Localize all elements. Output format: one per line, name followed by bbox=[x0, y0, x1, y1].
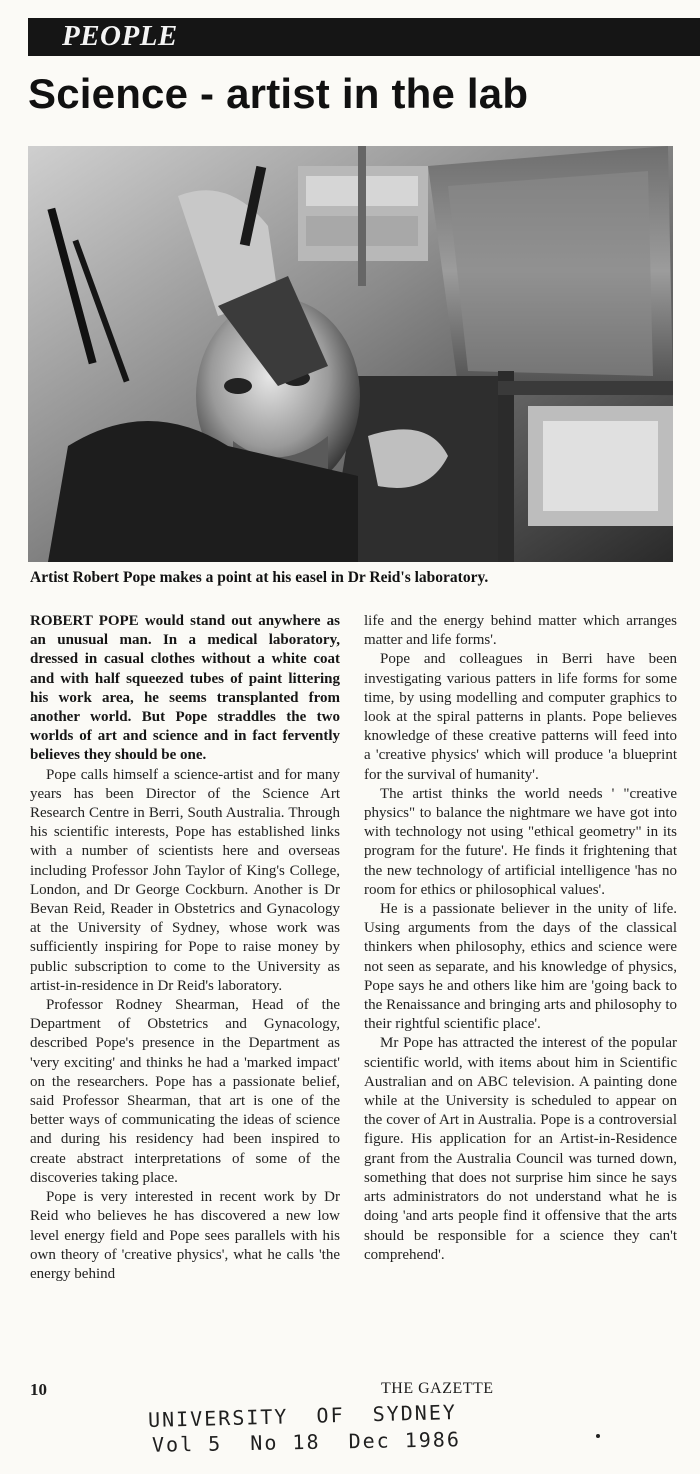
article-photo bbox=[28, 146, 673, 562]
publication-name: THE GAZETTE bbox=[381, 1380, 494, 1397]
article-paragraph: Pope calls himself a science-artist and for many years has been Director of the Science Art Research Centre in Berri, South Australia. Through his scientific interests, Pope has established links with a number of scientists here and overseas including Professor John Taylor of King's College, London, and Dr George Cockburn. Another is Dr Bevan Reid, Reader in Obstetrics and Gynacology at the University of Sydney, whose work was sufficiently inspiring for Pope to raise money by public subscription to come to the University as artist-in-residence in Dr Reid's laboratory. bbox=[30, 766, 340, 994]
article-paragraph: Professor Rodney Shearman, Head of the Department of Obstetrics and Gynacology, described Pope's presence in the Department as 'very exciting' and thinks he had a 'marked impact' on the researchers. Pope has a passionate belief, said Professor Shearman, that art is one of the better ways of communicating the ideas of science and during his residency had been inspired to create abstract interpretations of some of the discoveries taking place. bbox=[30, 997, 340, 1186]
article-paragraph: Mr Pope has attracted the interest of the popular scientific world, with items about him in Scientific Australian and on ABC television. A painting done while at the University is scheduled to appear on the cover of Art in Australia. Pope is a controversial figure. His application for an Artist-in-Residence grant from the Australia Council was turned down, something that does not surprise him since he says arts administrators do not understand what he is doing 'and arts people find it offensive that the arts should be responsible for a science they can't comprehend'. bbox=[364, 1035, 677, 1263]
handwritten-note-line-2: Vol 5 No 18 Dec 1986 bbox=[151, 1427, 462, 1457]
section-banner bbox=[28, 18, 700, 56]
ink-speck bbox=[596, 1434, 600, 1438]
lead-paragraph: ROBERT POPE would stand out anywhere as an unusual man. In a medical laboratory, dressed in casual clothes without a white coat and with half squeezed tubes of paint littering his work area, he seems transplanted from another world. But Pope straddles the two worlds of art and science and in fact fervently believes they should be one. bbox=[30, 613, 340, 764]
handwritten-note-line-1: UNIVERSITY OF SYDNEY bbox=[147, 1399, 458, 1433]
page-number: 10 bbox=[30, 1380, 47, 1399]
article-column-right bbox=[364, 612, 677, 1265]
article-headline: Science - artist in the lab bbox=[28, 70, 529, 117]
photo-caption: Artist Robert Pope makes a point at his easel in Dr Reid's laboratory. bbox=[30, 569, 489, 586]
article-paragraph: He is a passionate believer in the unity of life. Using arguments from the days of the classical thinkers when philosophy, ethics and science were not seen as separate, and his knowledge of physics, Pope says he and others like him are 'going back to the Renaissance and bringing arts and philosophy to their rightful scientific place'. bbox=[364, 901, 677, 1033]
section-label: PEOPLE bbox=[62, 20, 178, 52]
continued-paragraph: life and the energy behind matter which arranges matter and life forms'. bbox=[364, 613, 677, 649]
article-paragraph: Pope is very interested in recent work by Dr Reid who believes he has discovered a new low level energy field and Pope sees parallels with his own theory of 'creative physics', what he calls 'the energy behind bbox=[30, 1189, 340, 1282]
article-paragraph: Pope and colleagues in Berri have been investigating various patters in life forms for some time, by using modelling and computer graphics to look at the spiral patterns in plants. Pope believes knowledge of these creative patterns will feed into a 'creative physics' which will produce 'a blueprint for the survival of humanity'. bbox=[364, 651, 677, 783]
article-column-left bbox=[30, 612, 340, 1284]
article-paragraph: The artist thinks the world needs ' "creative physics" to balance the nightmare we have got into with technology not using "ethical geometry" in its program for the future'. He finds it frightening that the new technology of artificial intelligence 'has no room for ethics or philosophical values'. bbox=[364, 785, 677, 898]
